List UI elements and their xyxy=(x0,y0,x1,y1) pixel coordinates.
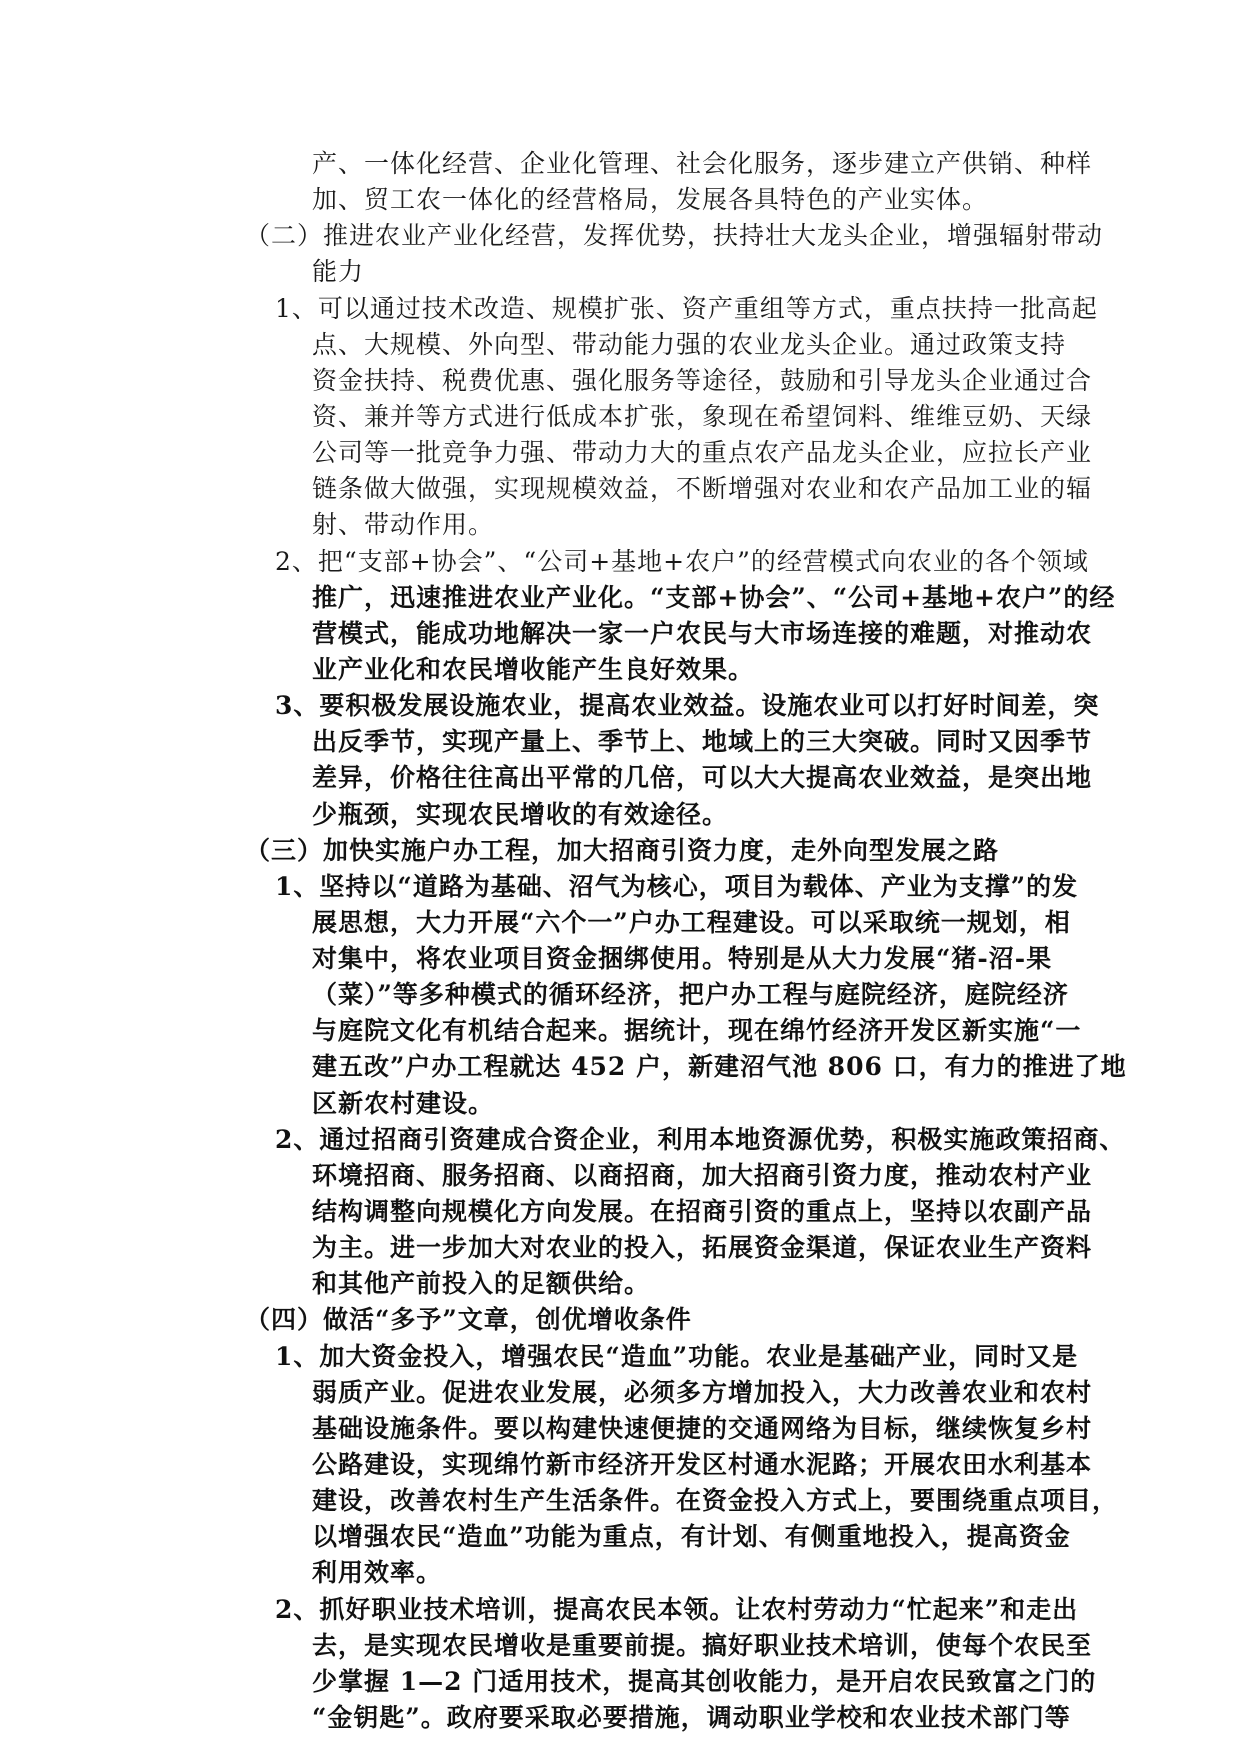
paragraph-line: 去，是实现农民增收是重要前提。搞好职业技术培训，使每个农民至 xyxy=(312,1631,1093,1660)
list-item-2: 2、把“支部+协会”、“公司+基地+农户”的经营模式向农业的各个领域 xyxy=(275,547,1089,576)
list-item-1: 1、坚持以“道路为基础、沼气为核心，项目为载体、产业为支撑”的发 xyxy=(275,872,1079,901)
paragraph-line: 少掌握 1—2 门适用技术，提高其创收能力，是开启农民致富之门的 xyxy=(312,1667,1097,1696)
paragraph-line: “金钥匙”。政府要采取必要措施，调动职业学校和农业技术部门等 xyxy=(312,1703,1071,1732)
section-heading-2-cont: 能力 xyxy=(312,257,365,286)
paragraph-line: 出反季节，实现产量上、季节上、地域上的三大突破。同时又因季节 xyxy=(312,727,1093,756)
paragraph-line: 基础设施条件。要以构建快速便捷的交通网络为目标，继续恢复乡村 xyxy=(312,1414,1093,1443)
paragraph-line: 区新农村建设。 xyxy=(312,1089,495,1118)
paragraph-line: 和其他产前投入的足额供给。 xyxy=(312,1269,651,1298)
paragraph-line: 点、大规模、外向型、带动能力强的农业龙头企业。通过政策支持 xyxy=(312,330,1067,359)
paragraph-line: 公司等一批竞争力强、带动力大的重点农产品龙头企业，应拉长产业 xyxy=(312,438,1093,467)
paragraph-line: 资金扶持、税费优惠、强化服务等途径，鼓励和引导龙头企业通过合 xyxy=(312,366,1093,395)
paragraph-line: 弱质产业。促进农业发展，必须多方增加投入，大力改善农业和农村 xyxy=(312,1378,1093,1407)
list-item-1: 1、可以通过技术改造、规模扩张、资产重组等方式，重点扶持一批高起 xyxy=(275,294,1098,323)
paragraph-line: 差异，价格往往高出平常的几倍，可以大大提高农业效益，是突出地 xyxy=(312,763,1093,792)
paragraph-line: 以增强农民“造血”功能为重点，有计划、有侧重地投入，提高资金 xyxy=(312,1522,1071,1551)
list-item-2: 2、抓好职业技术培训，提高农民本领。让农村劳动力“忙起来”和走出 xyxy=(275,1595,1079,1624)
paragraph-line: 资、兼并等方式进行低成本扩张，象现在希望饲料、维维豆奶、天绿 xyxy=(312,402,1093,431)
section-heading-2: （二）推进农业产业化经营，发挥优势，扶持壮大龙头企业，增强辐射带动 xyxy=(245,221,1104,250)
section-heading-4: （四）做活“多予”文章，创优增收条件 xyxy=(245,1305,692,1334)
paragraph-line: 展思想，大力开展“六个一”户办工程建设。可以采取统一规划，相 xyxy=(312,908,1071,937)
paragraph-line: 链条做大做强，实现规模效益，不断增强对农业和农产品加工业的辐 xyxy=(312,474,1093,503)
paragraph-line: 推广，迅速推进农业产业化。“支部+协会”、“公司+基地+农户”的经 xyxy=(312,583,1116,612)
paragraph-line: 射、带动作用。 xyxy=(312,510,495,539)
paragraph-line: 建设，改善农村生产生活条件。在资金投入方式上，要围绕重点项目， xyxy=(312,1486,1119,1515)
paragraph-line: 产、一体化经营、企业化管理、社会化服务，逐步建立产供销、种样 xyxy=(312,149,1093,178)
paragraph-line: 与庭院文化有机结合起来。据统计，现在绵竹经济开发区新实施“一 xyxy=(312,1016,1082,1045)
paragraph-line: 结构调整向规模化方向发展。在招商引资的重点上，坚持以农副产品 xyxy=(312,1197,1093,1226)
paragraph-line: 利用效率。 xyxy=(312,1558,443,1587)
paragraph-line: 营模式，能成功地解决一家一户农民与大市场连接的难题，对推动农 xyxy=(312,619,1093,648)
paragraph-line: 环境招商、服务招商、以商招商，加大招商引资力度，推动农村产业 xyxy=(312,1161,1093,1190)
paragraph-line: 少瓶颈，实现农民增收的有效途径。 xyxy=(312,800,729,829)
paragraph-line: 业产业化和农民增收能产生良好效果。 xyxy=(312,655,755,684)
list-item-2: 2、通过招商引资建成合资企业，利用本地资源优势，积极实施政策招商、 xyxy=(275,1125,1126,1154)
paragraph-line: 对集中，将农业项目资金捆绑使用。特别是从大力发展“猪-沼-果 xyxy=(312,944,1053,973)
paragraph-line: 加、贸工农一体化的经营格局，发展各具特色的产业实体。 xyxy=(312,185,989,214)
paragraph-line: 为主。进一步加大对农业的投入，拓展资金渠道，保证农业生产资料 xyxy=(312,1233,1093,1262)
list-item-1: 1、加大资金投入，增强农民“造血”功能。农业是基础产业，同时又是 xyxy=(275,1342,1079,1371)
section-heading-3: （三）加快实施户办工程，加大招商引资力度，走外向型发展之路 xyxy=(245,836,1000,865)
paragraph-line: 建五改”户办工程就达 452 户，新建沼气池 806 口，有力的推进了地 xyxy=(312,1052,1127,1081)
paragraph-line: 公路建设，实现绵竹新市经济开发区村通水泥路；开展农田水利基本 xyxy=(312,1450,1093,1479)
paragraph-line: （菜）”等多种模式的循环经济，把户办工程与庭院经济，庭院经济 xyxy=(312,980,1069,1009)
list-item-3: 3、要积极发展设施农业，提高农业效益。设施农业可以打好时间差，突 xyxy=(275,691,1100,720)
